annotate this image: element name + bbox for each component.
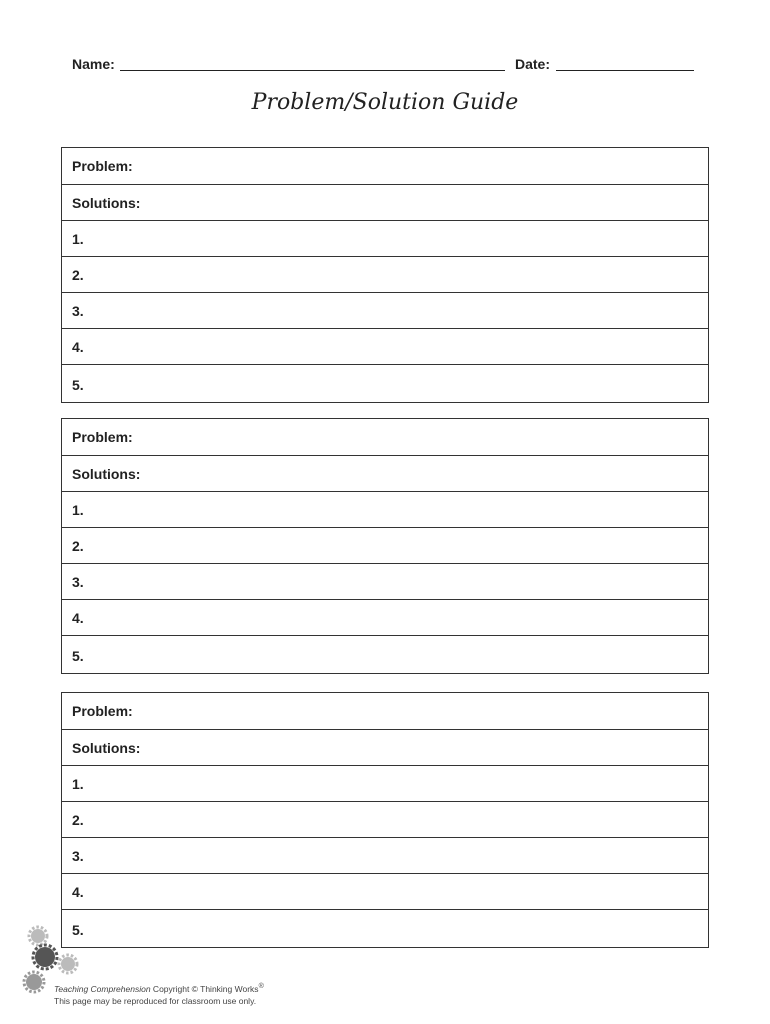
solution-number: 1. — [72, 775, 84, 792]
solution-row-5[interactable] — [62, 910, 708, 949]
solution-number: 3. — [72, 302, 84, 319]
copyright-line — [54, 980, 264, 995]
solution-number: 5. — [72, 921, 84, 938]
copyright-text: Copyright © Thinking Works — [150, 983, 259, 994]
problem-label: Problem: — [72, 703, 133, 719]
solution-row-5[interactable] — [62, 365, 708, 404]
solution-number: 3. — [72, 847, 84, 864]
solution-row-4[interactable] — [62, 874, 708, 910]
solution-row-3[interactable] — [62, 564, 708, 600]
solution-row-1[interactable] — [62, 221, 708, 257]
book-title: Teaching Comprehension — [54, 983, 151, 994]
solution-row-1[interactable] — [62, 492, 708, 528]
solution-row-4[interactable] — [62, 600, 708, 636]
solution-number: 3. — [72, 573, 84, 590]
name-label: Name: — [72, 56, 115, 72]
solution-number: 1. — [72, 230, 84, 247]
solution-number: 1. — [72, 501, 84, 518]
solution-row-1[interactable] — [62, 766, 708, 802]
solution-number: 2. — [72, 266, 84, 283]
solution-row-3[interactable] — [62, 838, 708, 874]
page-title: Problem/Solution Guide — [251, 90, 519, 115]
solution-number: 4. — [72, 338, 84, 355]
solution-number: 2. — [72, 537, 84, 554]
date-label: Date: — [515, 56, 551, 72]
solutions-row — [62, 456, 708, 492]
footer — [54, 980, 264, 1007]
solution-number: 4. — [72, 883, 84, 900]
reproduction-note: This page may be reproduced for classroom use only. — [54, 995, 257, 1006]
solutions-label: Solutions: — [72, 739, 141, 756]
solution-row-2[interactable] — [62, 802, 708, 838]
solution-row-3[interactable] — [62, 293, 708, 329]
problem-block-1 — [61, 147, 709, 403]
date-field-line[interactable] — [556, 70, 694, 71]
solution-number: 2. — [72, 811, 84, 828]
problem-row[interactable] — [62, 419, 708, 456]
solution-number: 5. — [72, 647, 84, 664]
solutions-label: Solutions: — [72, 465, 141, 482]
solution-number: 5. — [72, 376, 84, 393]
solutions-row — [62, 730, 708, 766]
problem-row[interactable] — [62, 693, 708, 730]
solution-number: 4. — [72, 609, 84, 626]
problem-label: Problem: — [72, 429, 133, 445]
solution-row-2[interactable] — [62, 528, 708, 564]
header — [72, 54, 696, 76]
solutions-label: Solutions: — [72, 194, 141, 211]
solutions-row — [62, 185, 708, 221]
solution-row-2[interactable] — [62, 257, 708, 293]
solution-row-4[interactable] — [62, 329, 708, 365]
solution-row-5[interactable] — [62, 636, 708, 675]
name-field-line[interactable] — [120, 70, 505, 71]
problem-row[interactable] — [62, 148, 708, 185]
problem-block-2 — [61, 418, 709, 674]
registered-mark: ® — [258, 982, 264, 990]
problem-label: Problem: — [72, 158, 133, 174]
problem-block-3 — [61, 692, 709, 948]
